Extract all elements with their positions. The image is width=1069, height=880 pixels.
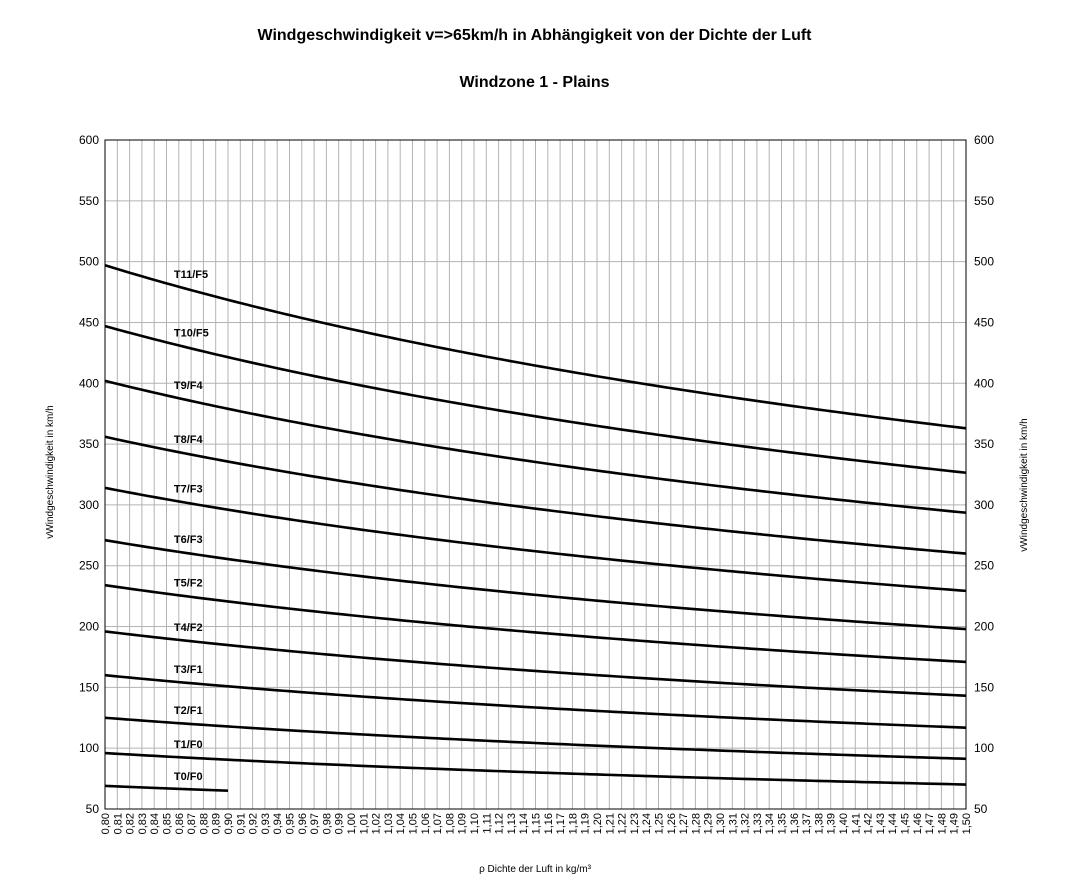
- x-tick-label: 1,02: [370, 813, 383, 835]
- x-tick-label: 1,06: [419, 813, 432, 835]
- x-tick-label: 1,19: [579, 813, 592, 835]
- series-label: T8/F4: [173, 434, 203, 447]
- x-tick-label: 1,41: [850, 813, 863, 835]
- x-tick-label: 1,13: [505, 813, 518, 835]
- x-tick-label: 0,84: [149, 813, 162, 835]
- x-tick-label: 1,40: [838, 813, 850, 835]
- x-tick-label: 1,44: [887, 813, 900, 835]
- x-tick-label: 1,05: [407, 813, 420, 835]
- x-tick-label: 1,23: [628, 813, 641, 835]
- x-tick-label: 1,16: [542, 813, 555, 835]
- x-tick-label: 0,91: [235, 813, 248, 835]
- x-tick-label: 1,37: [801, 813, 814, 835]
- x-tick-label: 1,04: [395, 813, 408, 835]
- y-tick-label-right: 350: [974, 437, 995, 452]
- x-tick-label: 1,24: [641, 813, 654, 835]
- y-tick-label-left: 350: [78, 437, 99, 452]
- y-tick-label-left: 550: [78, 193, 99, 208]
- x-tick-label: 1,14: [518, 813, 531, 835]
- x-tick-label: 0,93: [259, 813, 272, 835]
- y-tick-label-right: 300: [974, 497, 995, 512]
- y-tick-label-left: 250: [78, 558, 99, 573]
- x-tick-label: 1,34: [764, 813, 777, 835]
- y-tick-label-left: 50: [85, 802, 99, 816]
- x-tick-label: 1,35: [776, 813, 789, 835]
- y-tick-label-right: 50: [974, 802, 988, 816]
- x-tick-label: 1,07: [432, 813, 445, 835]
- x-tick-label: 1,21: [604, 813, 617, 835]
- x-tick-label: 1,01: [358, 813, 371, 835]
- x-tick-label: 1,28: [690, 813, 703, 835]
- series-label: T10/F5: [173, 327, 209, 340]
- x-tick-label: 1,25: [653, 813, 666, 835]
- y-axis-label-left: vWindgeschwindigkeit in km/h: [45, 405, 56, 539]
- x-tick-label: 1,17: [555, 813, 568, 835]
- series-label: T6/F3: [173, 533, 203, 546]
- y-tick-label-left: 450: [78, 315, 99, 330]
- x-tick-label: 0,87: [186, 813, 199, 835]
- x-tick-label: 0,95: [284, 813, 297, 835]
- x-tick-label: 1,26: [665, 813, 678, 835]
- x-tick-label: 1,38: [813, 813, 826, 835]
- y-tick-label-right: 100: [974, 741, 995, 756]
- y-axis-label-right: vWindgeschwindigkeit in km/h: [1019, 418, 1030, 552]
- x-tick-label: 0,88: [198, 813, 211, 835]
- x-tick-label: 1,46: [911, 813, 924, 835]
- x-tick-label: 1,48: [936, 813, 949, 835]
- x-tick-label: 0,83: [136, 813, 149, 835]
- x-axis: [100, 813, 973, 834]
- x-tick-label: 1,27: [678, 813, 691, 835]
- y-tick-label-right: 400: [974, 376, 995, 391]
- x-tick-label: 1,39: [825, 813, 838, 835]
- x-tick-label: 0,90: [223, 813, 235, 835]
- y-axis-left: [79, 133, 99, 816]
- x-tick-label: 0,86: [173, 813, 186, 835]
- x-tick-label: 1,50: [961, 813, 973, 835]
- x-axis-label: ρ Dichte der Luft in kg/m³: [479, 864, 591, 875]
- x-tick-label: 1,08: [444, 813, 457, 835]
- x-tick-label: 1,36: [788, 813, 801, 835]
- x-tick-label: 1,45: [899, 813, 912, 835]
- y-tick-label-left: 200: [78, 619, 99, 634]
- series-label: T7/F3: [173, 483, 203, 496]
- series-label: T11/F5: [173, 268, 209, 281]
- x-tick-label: 1,22: [616, 813, 629, 835]
- chart-subtitle: Windzone 1 - Plains: [459, 74, 610, 91]
- x-tick-label: 1,42: [862, 813, 875, 835]
- y-tick-label-left: 400: [78, 376, 99, 391]
- x-tick-label: 1,31: [727, 813, 740, 835]
- x-tick-label: 0,85: [161, 813, 174, 835]
- x-tick-label: 1,15: [530, 813, 543, 835]
- x-tick-label: 0,82: [124, 813, 137, 835]
- x-tick-label: 1,11: [481, 813, 494, 834]
- y-tick-label-right: 450: [974, 315, 995, 330]
- x-tick-label: 0,81: [112, 813, 125, 835]
- series-label: T1/F0: [173, 739, 203, 752]
- series-label: T4/F2: [173, 621, 203, 634]
- series-label: T5/F2: [173, 577, 203, 590]
- x-tick-label: 1,18: [567, 813, 580, 835]
- x-tick-label: 0,89: [210, 813, 223, 835]
- x-tick-label: 1,00: [346, 813, 358, 835]
- y-tick-label-left: 300: [78, 497, 99, 512]
- x-tick-label: 0,94: [272, 813, 285, 835]
- x-tick-label: 1,10: [469, 813, 481, 835]
- x-tick-label: 0,99: [333, 813, 346, 835]
- x-tick-label: 1,43: [874, 813, 887, 835]
- y-axis-right: [974, 133, 994, 816]
- x-tick-label: 1,03: [382, 813, 395, 835]
- x-tick-label: 1,47: [924, 813, 937, 835]
- series-label: T2/F1: [173, 705, 203, 718]
- series-label: T3/F1: [173, 664, 203, 677]
- series-label: T0/F0: [173, 770, 203, 783]
- x-tick-label: 1,33: [751, 813, 764, 835]
- x-tick-label: 0,80: [100, 813, 112, 835]
- x-tick-label: 0,97: [309, 813, 322, 835]
- x-tick-label: 1,30: [715, 813, 727, 835]
- x-tick-label: 1,49: [948, 813, 961, 835]
- x-tick-label: 0,96: [296, 813, 309, 835]
- x-tick-label: 0,92: [247, 813, 260, 835]
- y-tick-label-right: 150: [974, 680, 995, 695]
- y-tick-label-left: 500: [78, 254, 99, 269]
- x-tick-label: 1,09: [456, 813, 469, 835]
- x-tick-label: 0,98: [321, 813, 334, 835]
- y-tick-label-right: 250: [974, 558, 995, 573]
- y-tick-label-right: 600: [974, 133, 995, 147]
- y-tick-label-right: 550: [974, 193, 995, 208]
- y-tick-label-left: 600: [78, 133, 99, 147]
- chart-title: Windgeschwindigkeit v=>65km/h in Abhängigkeit von der Dichte der Luft: [257, 27, 812, 44]
- x-tick-label: 1,32: [739, 813, 752, 835]
- y-tick-label-right: 200: [974, 619, 995, 634]
- series-label: T9/F4: [173, 380, 203, 393]
- x-tick-label: 1,20: [592, 813, 604, 835]
- x-tick-label: 1,29: [702, 813, 715, 835]
- y-tick-label-left: 100: [78, 741, 99, 756]
- y-tick-label-left: 150: [78, 680, 99, 695]
- y-tick-label-right: 500: [974, 254, 995, 269]
- x-tick-label: 1,12: [493, 813, 506, 835]
